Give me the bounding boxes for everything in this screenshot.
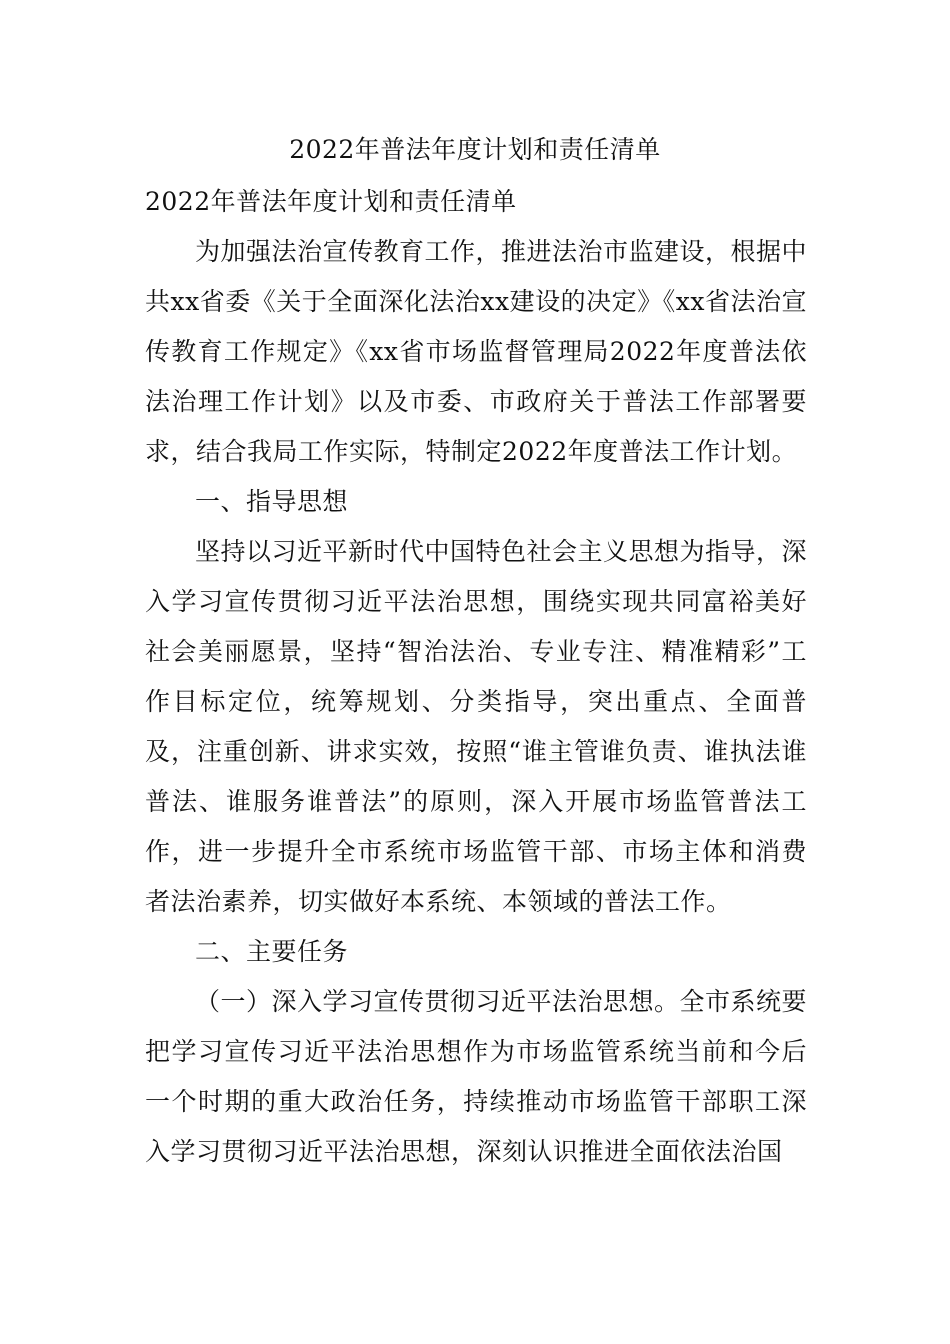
document-body (145, 177, 807, 1177)
document-title: 2022年普法年度计划和责任清单 (289, 135, 661, 164)
document-subtitle: 2022年普法年度计划和责任清单 (145, 187, 517, 216)
section-heading-guiding-ideology: 一、指导思想 (195, 487, 349, 516)
main-task-item-1-paragraph: （一）深入学习宣传贯彻习近平法治思想。全市系统要把学习宣传习近平法治思想作为市场监管系统当前和今后一个时期的重大政治任务，持续推动市场监管干部职工深入学习贯彻习近平法治思想，深刻认识推进全面依法治国 (145, 987, 808, 1166)
section-heading-main-tasks: 二、主要任务 (195, 937, 349, 966)
intro-paragraph: 为加强法治宣传教育工作，推进法治市监建设，根据中共xx省委《关于全面深化法治xx建设的决定》《xx省法治宣传教育工作规定》《xx省市场监督管理局2022年度普法依法治理工作计划》以及市委、市政府关于普法工作部署要求，结合我局工作实际，特制定2022年度普法工作计划。 (145, 237, 808, 466)
guiding-ideology-paragraph: 坚持以习近平新时代中国特色社会主义思想为指导，深入学习宣传贯彻习近平法治思想，围绕实现共同富裕美好社会美丽愿景，坚持“智治法治、专业专注、精准精彩”工作目标定位，统筹规划、分类指导，突出重点、全面普及，注重创新、讲求实效，按照“谁主管谁负责、谁执法谁普法、谁服务谁普法”的原则，深入开展市场监管普法工作，进一步提升全市系统市场监管干部、市场主体和消费者法治素养，切实做好本系统、本领域的普法工作。 (145, 537, 808, 916)
